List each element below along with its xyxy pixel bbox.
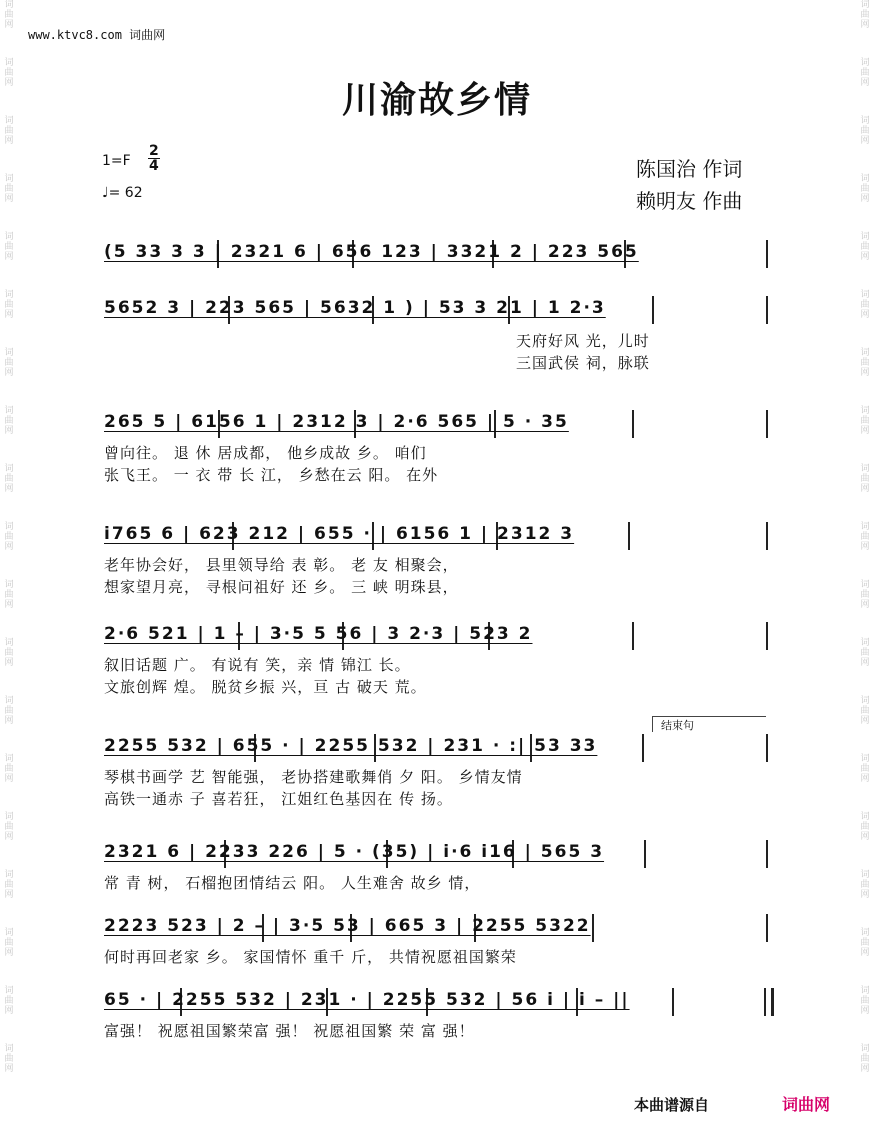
footer-brand-link[interactable]: 词曲网	[782, 1095, 831, 1114]
lyric-line-2-verse-2: 三国武侯 祠，脉联	[516, 354, 650, 372]
notation-line-8: 2223 523 | 2 – | 3·5 53 | 665 3 | 2255 5322	[104, 916, 591, 936]
lyric-line-3-verse-1: 曾向往。 退 休 居成都， 他乡成故 乡。 咱们	[104, 444, 427, 462]
lyric-line-2-verse-1: 天府好风 光，儿时	[516, 332, 650, 350]
composer-credit: 赖明友 作曲	[636, 189, 743, 213]
lyric-line-6-verse-2: 高铁一通赤 子 喜若狂， 江姐红色基因在 传 扬。	[104, 790, 453, 808]
notation-line-1: (5 33 3 3 | 2321 6 | 656 123 | 3321 2 | 223 565	[104, 242, 639, 262]
notation-line-9: 65 · | 2255 532 | 231 · | 2255 532 | 56 i | i – ||	[104, 990, 630, 1010]
lyricist-credit: 陈国治 作词	[636, 157, 743, 181]
lyric-line-6-verse-1: 琴棋书画学 艺 智能强， 老协搭建歌舞俏 夕 阳。 乡情友情	[104, 768, 523, 786]
tempo-marking: ♩= 62	[102, 185, 143, 201]
song-title: 川渝故乡情	[341, 80, 532, 121]
notation-line-5: 2·6 521 | 1 – | 3·5 5 56 | 3 2·3 | 523 2	[104, 624, 533, 644]
lyric-line-3-verse-2: 张飞王。 一 衣 带 长 江， 乡愁在云 阳。 在外	[104, 466, 439, 484]
watermark-right: 词曲网 词曲网 词曲网 词曲网 词曲网 词曲网 词曲网 词曲网 词曲网 词曲网 词曲网 词曲网 词曲网 词曲网 词曲网 词曲网 词曲网 词曲网 词曲网	[860, 0, 870, 1074]
notation-line-6: 2255 532 | 655 · | 2255 532 | 231 · :| 53 33	[104, 736, 598, 756]
lyric-line-4-verse-2: 想家望月亮， 寻根问祖好 还 乡。 三 峡 明珠县，	[104, 578, 459, 596]
lyric-line-7: 常 青 树， 石榴抱团情结云 阳。 人生难舍 故乡 情，	[104, 874, 481, 892]
footer-source: 本曲谱源自	[634, 1096, 710, 1114]
watermark-left: 词曲网 词曲网 词曲网 词曲网 词曲网 词曲网 词曲网 词曲网 词曲网 词曲网 词曲网 词曲网 词曲网 词曲网 词曲网 词曲网 词曲网 词曲网 词曲网	[4, 0, 14, 1074]
time-signature-top: 2	[149, 143, 159, 159]
lyric-line-5-verse-1: 叙旧话题 广。 有说有 笑，亲 情 锦江 长。	[104, 656, 411, 674]
notation-line-2: 5652 3 | 223 565 | 5632 1 ) | 53 3 21 | 1 2·3	[104, 298, 606, 318]
lyric-line-5-verse-2: 文旅创辉 煌。 脱贫乡振 兴，亘 古 破天 荒。	[104, 678, 427, 696]
notation-line-4: i765 6 | 623 212 | 655 · | 6156 1 | 2312 3	[104, 524, 575, 544]
notation-line-3: 265 5 | 6156 1 | 2312 3 | 2·6 565 | 5 · 35	[104, 412, 569, 432]
ending-bracket: 结束句	[652, 716, 766, 732]
notation-line-7: 2321 6 | 2233 226 | 5 · (35) | i·6 i16 | 565 3	[104, 842, 605, 862]
time-signature	[148, 144, 160, 173]
time-signature-bottom: 4	[149, 158, 159, 174]
lyric-line-9: 富强！ 祝愿祖国繁荣富 强！ 祝愿祖国繁 荣 富 强！	[104, 1022, 475, 1040]
lyric-line-4-verse-1: 老年协会好， 县里领导给 表 彰。 老 友 相聚会，	[104, 556, 459, 574]
site-url: www.ktvc8.com 词曲网	[28, 28, 166, 42]
lyric-line-8: 何时再回老家 乡。 家国情怀 重千 斤， 共情祝愿祖国繁荣	[104, 948, 517, 966]
key-signature: 1=F	[102, 153, 131, 169]
